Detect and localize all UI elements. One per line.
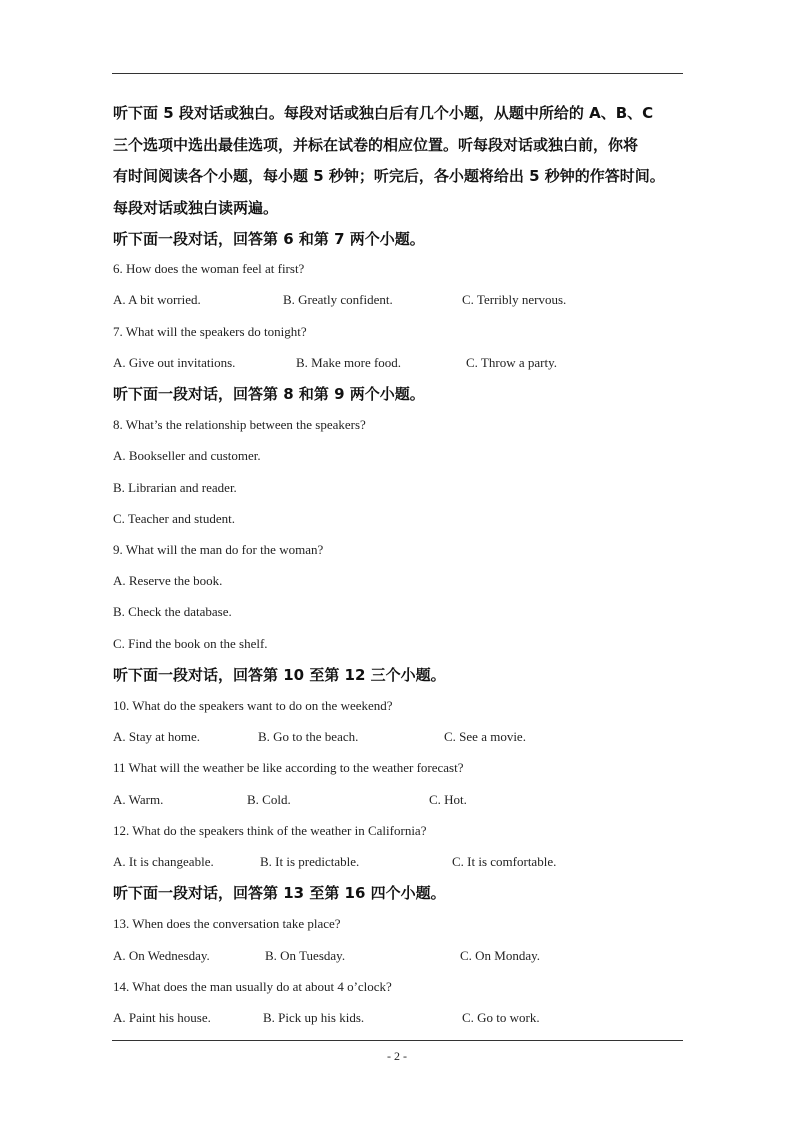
option-6c: C. Terribly nervous. (462, 292, 567, 307)
footer-rule (112, 1040, 683, 1041)
option-9a: A. Reserve the book. (113, 573, 223, 588)
question-7: 7. What will the speakers do tonight? (113, 324, 307, 339)
instructions (113, 98, 693, 224)
option-10c: C. See a movie. (444, 729, 526, 744)
option-12c: C. It is comfortable. (452, 854, 557, 869)
option-8c: C. Teacher and student. (113, 511, 235, 526)
option-13a: A. On Wednesday. (113, 948, 210, 963)
option-11c: C. Hot. (429, 792, 467, 807)
instruction-line: 三个选项中选出最佳选项，并标在试卷的相应位置。听每段对话或独白前，你将 (113, 135, 639, 154)
page-number: - 2 - (387, 1049, 407, 1063)
option-14b: B. Pick up his kids. (263, 1010, 365, 1025)
option-8b: B. Librarian and reader. (113, 480, 237, 495)
question-9: 9. What will the man do for the woman? (113, 542, 324, 557)
option-8a: A. Bookseller and customer. (113, 448, 261, 463)
section-header: 听下面一段对话，回答第 8 和第 9 两个小题。 (113, 385, 425, 403)
option-7b: B. Make more food. (296, 355, 402, 370)
option-6a: A. A bit worried. (113, 292, 201, 307)
option-10a: A. Stay at home. (113, 729, 201, 744)
option-14a: A. Paint his house. (113, 1010, 211, 1025)
question-10: 10. What do the speakers want to do on the weekend? (113, 698, 393, 713)
section-header: 听下面一段对话，回答第 6 和第 7 两个小题。 (113, 230, 425, 248)
option-11a: A. Warm. (113, 792, 164, 807)
question-6: 6. How does the woman feel at first? (113, 261, 305, 276)
option-13c: C. On Monday. (460, 948, 541, 963)
option-9c: C. Find the book on the shelf. (113, 636, 268, 651)
header-rule (112, 73, 683, 74)
section-header: 听下面一段对话，回答第 10 至第 12 三个小题。 (113, 666, 446, 684)
option-11b: B. Cold. (247, 792, 291, 807)
question-11: 11 What will the weather be like according to the weather forecast? (113, 760, 464, 775)
option-9b: B. Check the database. (113, 604, 232, 619)
instruction-line: 每段对话或独白读两遍。 (113, 198, 279, 217)
question-8: 8. What’s the relationship between the speakers? (113, 417, 366, 432)
instruction-line: 有时间阅读各个小题，每小题 5 秒钟；听完后，各小题将给出 5 秒钟的作答时间。 (113, 167, 665, 185)
option-7a: A. Give out invitations. (113, 355, 236, 370)
option-14c: C. Go to work. (462, 1010, 540, 1025)
question-13: 13. When does the conversation take place? (113, 916, 341, 931)
question-14: 14. What does the man usually do at about 4 o’clock? (113, 979, 392, 994)
instruction-line: 听下面 5 段对话或独白。每段对话或独白后有几个小题，从题中所给的 A、B、C (113, 104, 654, 122)
option-12a: A. It is changeable. (113, 854, 214, 869)
option-13b: B. On Tuesday. (265, 948, 346, 963)
section-header: 听下面一段对话，回答第 13 至第 16 四个小题。 (113, 884, 446, 902)
option-7c: C. Throw a party. (466, 355, 557, 370)
option-12b: B. It is predictable. (260, 854, 360, 869)
question-12: 12. What do the speakers think of the weather in California? (113, 823, 427, 838)
option-10b: B. Go to the beach. (258, 729, 359, 744)
option-6b: B. Greatly confident. (283, 292, 393, 307)
